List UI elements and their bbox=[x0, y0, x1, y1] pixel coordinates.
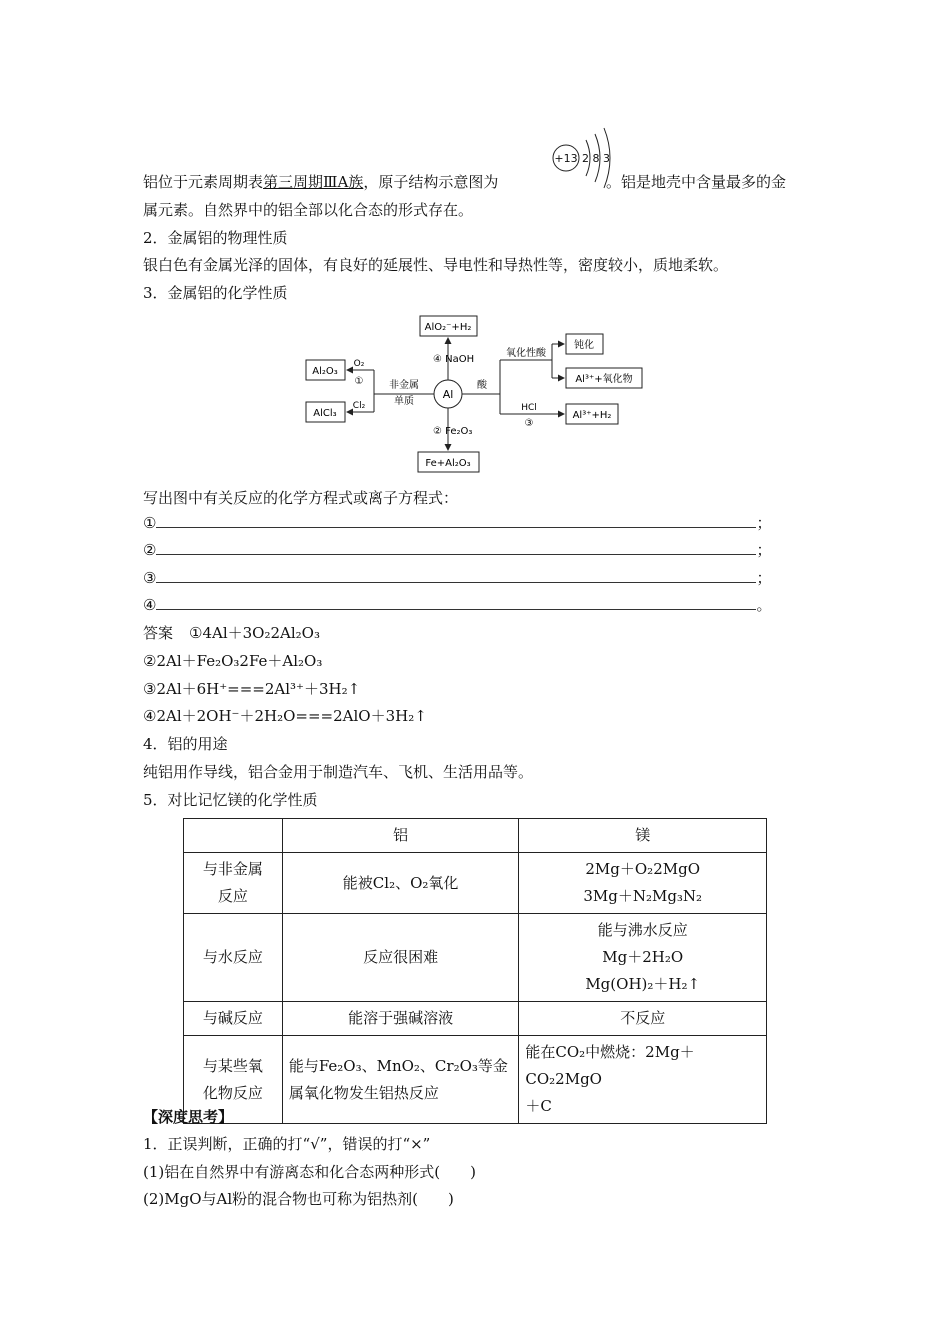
intro-text-b: ，原子结构示意图为 bbox=[363, 173, 499, 191]
section-5-heading: 5．对比记忆镁的化学性质 bbox=[143, 791, 318, 809]
table-header-row bbox=[184, 819, 767, 853]
intro-line-1 bbox=[143, 172, 498, 192]
prompt-text: 写出图中有关反应的化学方程式或离子方程式： bbox=[143, 489, 459, 507]
nonmetal-label-1: 非金属 bbox=[389, 380, 419, 391]
section-4-heading: 4．铝的用途 bbox=[143, 735, 228, 753]
al3-oxide-label: Al³⁺+氧化物 bbox=[575, 374, 633, 385]
answer-line-1 bbox=[143, 623, 320, 643]
blank-line-2 bbox=[143, 540, 771, 560]
top-reaction-label: ④ NaOH bbox=[433, 354, 475, 365]
deep-thinking-heading: 【深度思考】 bbox=[143, 1108, 234, 1126]
blank-2-number: ② bbox=[143, 541, 157, 559]
row-label-line: 反应 bbox=[217, 887, 248, 905]
shell-electrons: 2 8 3 bbox=[582, 152, 610, 165]
table-row bbox=[184, 1002, 767, 1036]
bottom-product-label: Fe+Al₂O₃ bbox=[425, 458, 471, 469]
question-intro: 1．正误判断，正确的打“√”，错误的打“×” bbox=[143, 1135, 431, 1153]
table-row bbox=[184, 853, 767, 914]
mg-line: 2Mg＋O₂2MgO bbox=[585, 860, 700, 878]
al-cell: 反应很困难 bbox=[282, 914, 519, 1002]
mg-line: ＋C bbox=[525, 1097, 552, 1115]
al2o3-label: Al₂O₃ bbox=[312, 366, 338, 377]
section-2-body: 银白色有金属光泽的固体，有良好的延展性、导电性和导热性等，密度较小，质地柔软。 bbox=[143, 256, 729, 274]
row-label-line: 化物反应 bbox=[202, 1083, 263, 1102]
blank-3-number: ③ bbox=[143, 569, 157, 587]
blank-2-answer-field[interactable] bbox=[156, 540, 756, 555]
row-label-line: 与非金属 bbox=[202, 860, 263, 878]
answer-2: ②2Al＋Fe₂O₃2Fe＋Al₂O₃ bbox=[143, 652, 323, 670]
blank-line-3 bbox=[143, 568, 771, 588]
header-al: 铝 bbox=[282, 819, 519, 853]
mg-line: 3Mg＋N₂Mg₃N₂ bbox=[583, 887, 703, 905]
blank-line-1 bbox=[143, 513, 771, 533]
reaction-3-marker: ③ bbox=[524, 418, 534, 429]
nonmetal-label-2: 单质 bbox=[394, 396, 414, 407]
blank-4-answer-field[interactable] bbox=[156, 595, 756, 610]
acid-label: 酸 bbox=[477, 380, 487, 391]
mg-cell bbox=[519, 853, 767, 914]
al3-h2-label: Al³⁺+H₂ bbox=[572, 410, 612, 421]
al-line: 属氧化物发生铝热反应 bbox=[288, 1083, 439, 1102]
cl2-label: Cl₂ bbox=[352, 401, 366, 411]
row-label: 与水反应 bbox=[184, 914, 283, 1002]
table-row bbox=[184, 914, 767, 1002]
intro-text-a: 铝位于元素周期表 bbox=[143, 173, 264, 191]
mg-line: Mg(OH)₂＋H₂↑ bbox=[585, 975, 701, 993]
blank-1-number: ① bbox=[143, 514, 157, 532]
blank-4-end: 。 bbox=[756, 596, 772, 614]
section-3-heading: 3．金属铝的化学性质 bbox=[143, 284, 288, 302]
row-label bbox=[184, 853, 283, 914]
answer-4: ④2Al＋2OH⁻＋2H₂O===2AlO＋3H₂↑ bbox=[143, 707, 427, 725]
header-mg: 镁 bbox=[519, 819, 767, 853]
answer-3: ③2Al＋6H⁺===2Al³⁺＋3H₂↑ bbox=[143, 680, 361, 698]
question-1: (1)铝在自然界中有游离态和化合态两种形式( ) bbox=[143, 1163, 476, 1181]
mg-line: Mg＋2H₂O bbox=[602, 948, 684, 966]
mg-cell bbox=[519, 914, 767, 1002]
alcl3-label: AlCl₃ bbox=[313, 408, 337, 419]
al-reaction-diagram bbox=[296, 308, 656, 476]
answer-1: ①4Al＋3O₂2Al₂O₃ bbox=[189, 624, 320, 642]
table-row bbox=[184, 1036, 767, 1124]
reaction-1-marker: ① bbox=[354, 376, 364, 387]
al-line: 能与Fe₂O₃、MnO₂、Cr₂O₃等金 bbox=[288, 1056, 508, 1075]
mg-cell bbox=[519, 1036, 767, 1124]
mg-cell: 不反应 bbox=[519, 1002, 767, 1036]
blank-1-answer-field[interactable] bbox=[156, 513, 756, 528]
intro-line-1-cont bbox=[606, 172, 786, 192]
intro-text-c: 。铝是地壳中含量最多的金 bbox=[606, 173, 787, 191]
al-cell bbox=[282, 1036, 519, 1124]
row-label-line: 与某些氧 bbox=[202, 1056, 263, 1075]
answer-label: 答案 bbox=[143, 624, 174, 642]
blank-2-end: ； bbox=[756, 541, 772, 559]
al-cell: 能被Cl₂、O₂氧化 bbox=[282, 853, 519, 914]
question-2: (2)MgO与Al粉的混合物也可称为铝热剂( ) bbox=[143, 1190, 454, 1208]
al-mg-comparison-table bbox=[183, 818, 767, 1124]
mg-line: 能与沸水反应 bbox=[597, 921, 688, 939]
o2-label: O₂ bbox=[353, 359, 365, 369]
passivation-label: 钝化 bbox=[574, 340, 594, 351]
top-product-label: AlO₂⁻+H₂ bbox=[424, 322, 472, 333]
mg-line: 能在CO₂中燃烧：2Mg＋CO₂2MgO bbox=[525, 1043, 695, 1088]
blank-3-answer-field[interactable] bbox=[156, 568, 756, 583]
blank-1-end: ； bbox=[756, 514, 772, 532]
al-center-label: Al bbox=[442, 388, 454, 401]
al-cell: 能溶于强碱溶液 bbox=[282, 1002, 519, 1036]
section-2-heading: 2．金属铝的物理性质 bbox=[143, 229, 288, 247]
period-group-underlined: 第三周期ⅢA族 bbox=[263, 173, 364, 191]
blank-3-end: ； bbox=[756, 569, 772, 587]
section-4-body: 纯铝用作导线，铝合金用于制造汽车、飞机、生活用品等。 bbox=[143, 763, 534, 781]
row-label: 与碱反应 bbox=[184, 1002, 283, 1036]
oxidizing-acid-label: 氧化性酸 bbox=[506, 348, 546, 359]
hcl-label: HCl bbox=[521, 403, 537, 413]
bottom-reaction-label: ② Fe₂O₃ bbox=[433, 426, 473, 437]
blank-line-4 bbox=[143, 595, 771, 615]
intro-line-2: 属元素。自然界中的铝全部以化合态的形式存在。 bbox=[143, 201, 474, 219]
blank-4-number: ④ bbox=[143, 596, 157, 614]
nucleus-charge: +13 bbox=[554, 152, 578, 165]
header-empty bbox=[184, 819, 283, 853]
